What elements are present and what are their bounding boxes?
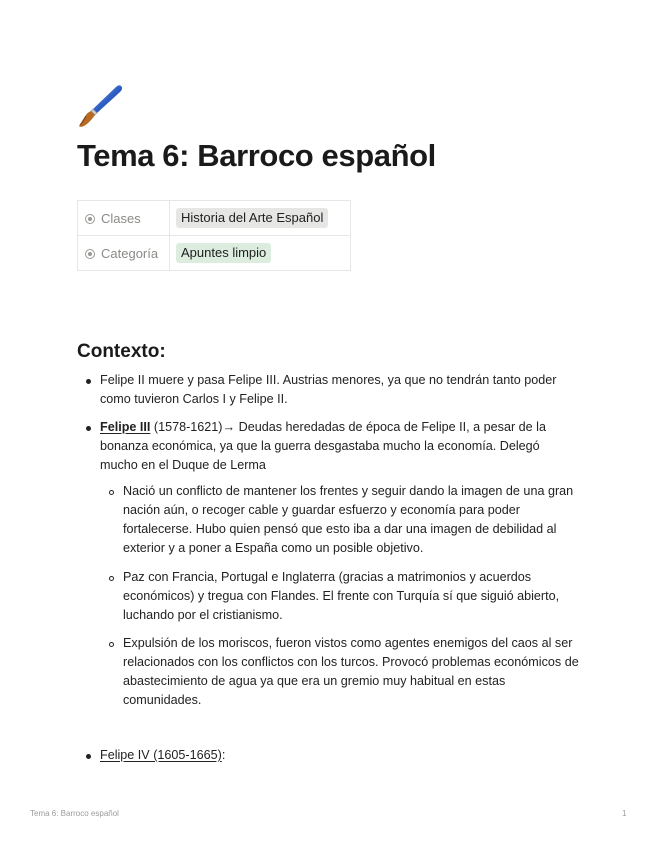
properties-table [77, 200, 351, 271]
bullet-icon [109, 576, 114, 581]
footer-title: Tema 6: Barroco español [30, 809, 119, 818]
property-tag[interactable]: Apuntes limpio [176, 243, 271, 263]
list-item: Paz con Francia, Portugal e Inglaterra (gracias a matrimonios y acuerdos económicos) y tregua con Flandes. El frente con Turquía sí que siguió abierto, luchando por el cristianismo. [123, 570, 560, 622]
list-item: Felipe II muere y pasa Felipe III. Austrias menores, ya que no tendrán tanto poder como tuvieron Carlos I y Felipe II. [100, 373, 557, 406]
list-item: Expulsión de los moriscos, fueron vistos como agentes enemigos del caos al ser relacionados con los conflictos con los turcos. Provocó problemas económicos de abastecimiento de agua ya que era un gremio muy habitual en estas comunidades. [123, 636, 579, 707]
page-title: Tema 6: Barroco español [77, 138, 436, 173]
property-name: Categoría [101, 245, 159, 261]
select-property-icon [85, 249, 95, 259]
page-link[interactable]: Felipe III [100, 420, 151, 434]
section-heading: Contexto: [77, 341, 166, 362]
property-value-cell[interactable] [170, 236, 351, 271]
bullet-icon [86, 754, 91, 759]
property-name-cell [78, 201, 170, 236]
bullet-icon [109, 490, 114, 495]
select-property-icon [85, 214, 95, 224]
property-row-categoria [78, 236, 351, 271]
property-name-cell [78, 236, 170, 271]
bullet-icon [86, 426, 91, 431]
bullet-icon [86, 379, 91, 384]
property-row-clases [78, 201, 351, 236]
list-item: Nació un conflicto de mantener los frentes y seguir dando la imagen de una gran nación aún, o recoger cable y guardar esfuerzo y economía para poder fortalecerse. Hubo quien pensó que esto iba a dar una imagen de debilidad al exterior y a poner a España como un posible objetivo. [123, 484, 574, 555]
page-link[interactable]: Felipe IV (1605-1665) [100, 748, 222, 762]
property-tag[interactable]: Historia del Arte Español [176, 208, 328, 228]
paintbrush-icon [77, 83, 125, 131]
bullet-icon [109, 642, 114, 647]
property-value-cell[interactable] [170, 201, 351, 236]
page-number: 1 [622, 809, 627, 818]
list-item: Felipe IV (1605-1665): [100, 748, 226, 762]
list-item: Felipe III (1578-1621)→ Deudas heredadas de época de Felipe II, a pesar de la bonanza económica, ya que la guerra desgastaba mucho la economía. Delegó mucho en el Duque de Lerma [100, 420, 546, 472]
property-name: Clases [101, 210, 141, 226]
